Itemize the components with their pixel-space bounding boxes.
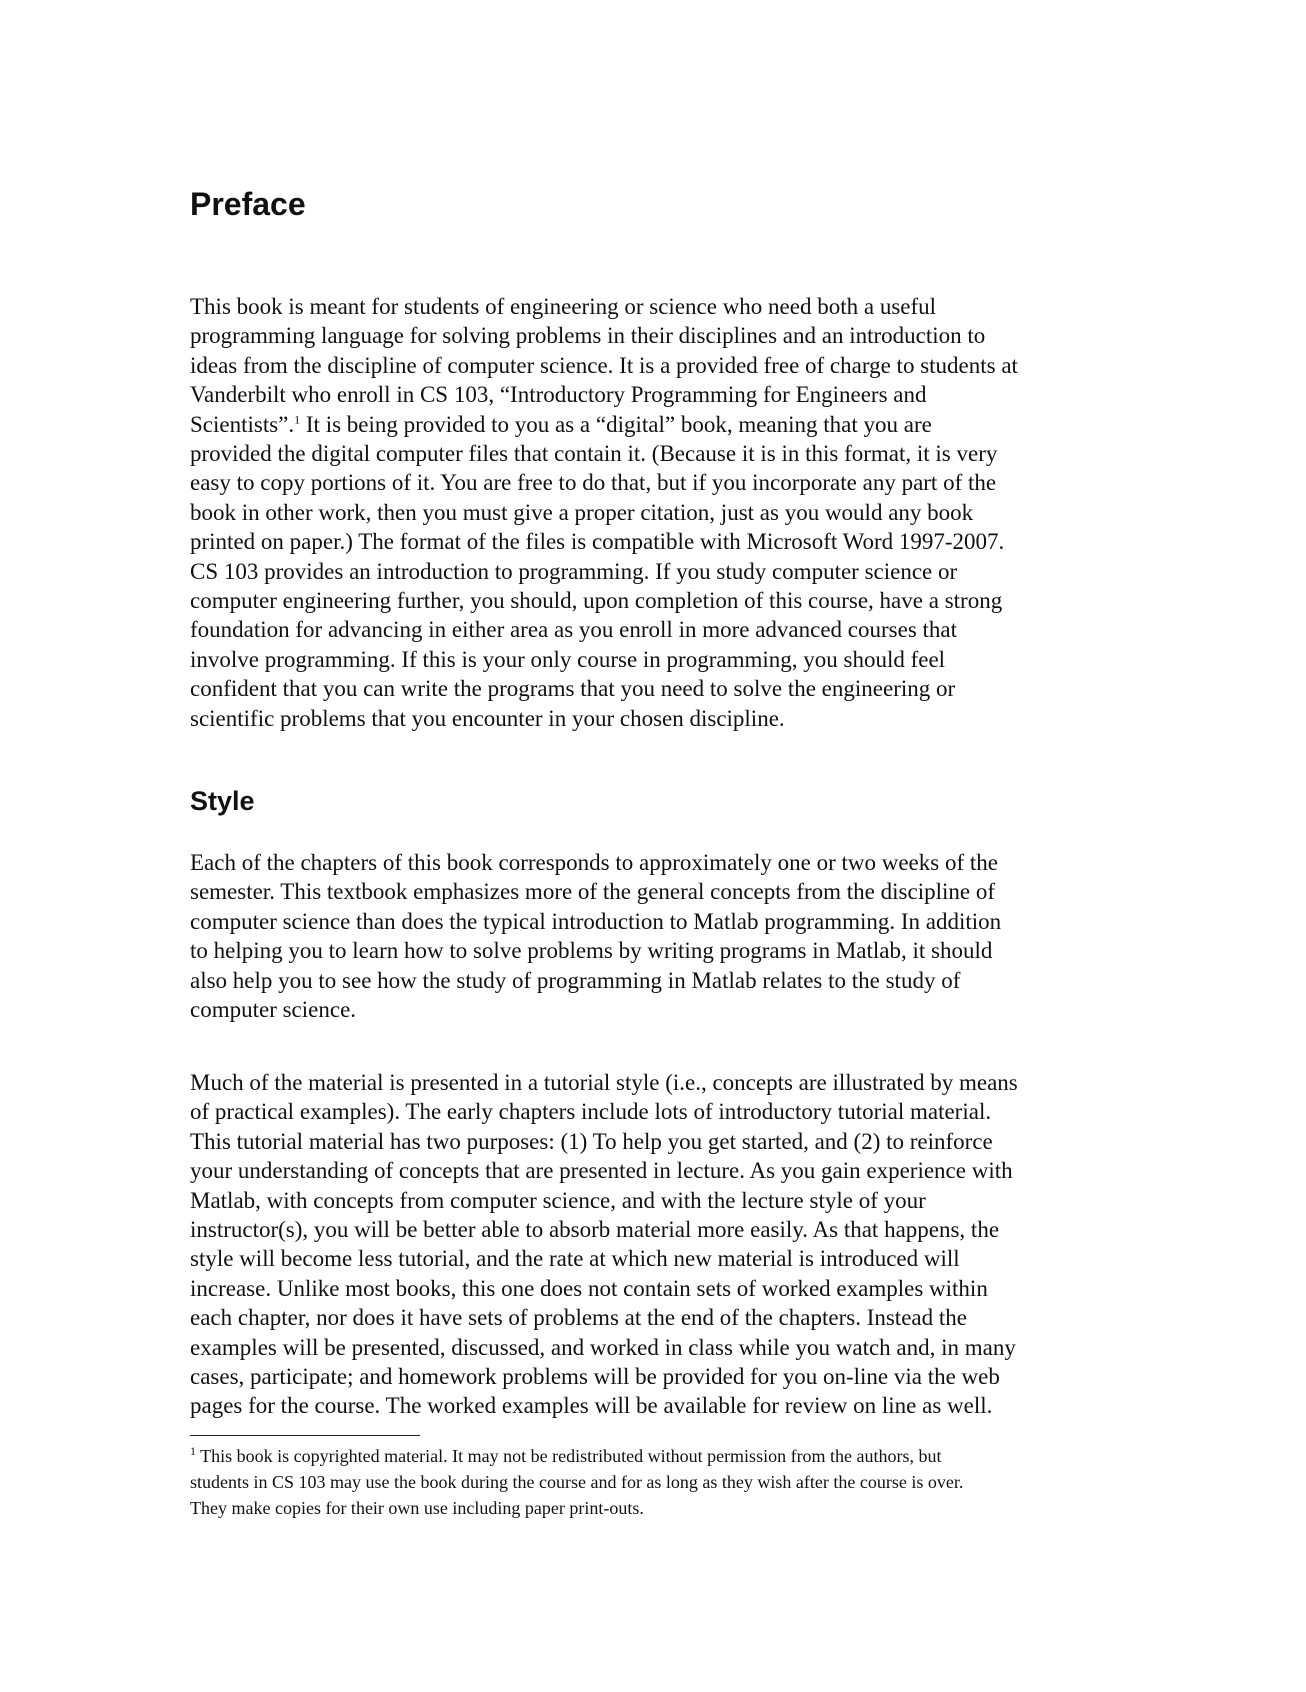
text-fragment: It is being provided to you as a “digital” book, meaning that you are <box>300 411 932 437</box>
text-line: Much of the material is presented in a tutorial style (i.e., concepts are illustrated by means <box>190 1070 1018 1095</box>
text-line: This book is meant for students of engineering or science who need both a useful <box>190 294 937 319</box>
text-line: of practical examples). The early chapters include lots of introductory tutorial material. <box>190 1099 992 1125</box>
text-line <box>190 410 1018 439</box>
style-heading: Style <box>190 786 255 816</box>
footnote-reference[interactable]: 1 <box>294 411 301 426</box>
text-line: This tutorial material has two purposes: (1) To help you get started, and (2) to reinforce <box>190 1128 993 1154</box>
text-line: ideas from the discipline of computer science. It is a provided free of charge to students at <box>190 352 1018 378</box>
footnote-separator <box>190 1435 420 1436</box>
preface-paragraph <box>190 292 1018 733</box>
text-line: also help you to see how the study of programming in Matlab relates to the study of <box>190 967 961 993</box>
text-fragment: Scientists”. <box>190 411 295 437</box>
text-line: each chapter, nor does it have sets of problems at the end of the chapters. Instead the <box>190 1305 967 1331</box>
text-line: examples will be presented, discussed, and worked in class while you watch and, in many <box>190 1334 1016 1360</box>
text-line: cases, participate; and homework problems will be provided for you on-line via the web <box>190 1364 1000 1390</box>
text-line: scientific problems that you encounter in your chosen discipline. <box>190 705 785 731</box>
text-line: computer engineering further, you should, upon completion of this course, have a strong <box>190 588 1003 614</box>
text-line: printed on paper.) The format of the files is compatible with Microsoft Word 1997-2007. <box>190 529 1005 555</box>
text-line: to helping you to learn how to solve problems by writing programs in Matlab, it should <box>190 938 993 964</box>
preface-heading: Preface <box>190 186 306 222</box>
text-line: easy to copy portions of it. You are free to do that, but if you incorporate any part of the <box>190 470 997 496</box>
text-fragment: This book is copyrighted material. It may not be redistributed without permission from the authors, but <box>196 1446 942 1466</box>
style-paragraph-2 <box>190 1068 1018 1421</box>
text-line: foundation for advancing in either area as you enroll in more advanced courses that <box>190 617 958 643</box>
text-line: semester. This textbook emphasizes more of the general concepts from the discipline of <box>190 879 995 905</box>
text-line: CS 103 provides an introduction to programming. If you study computer science or <box>190 558 958 584</box>
text-line: programming language for solving problems in their disciplines and an introduction to <box>190 323 986 349</box>
footnote-line <box>190 1443 963 1469</box>
footnote-line: They make copies for their own use including paper print-outs. <box>190 1498 644 1518</box>
text-line: style will become less tutorial, and the rate at which new material is introduced will <box>190 1246 960 1272</box>
text-line: instructor(s), you will be better able to absorb material more easily. As that happens, the <box>190 1217 1000 1243</box>
text-line: Vanderbilt who enroll in CS 103, “Introductory Programming for Engineers and <box>190 382 927 408</box>
text-line: involve programming. If this is your only course in programming, you should feel <box>190 646 946 672</box>
text-line: provided the digital computer files that contain it. (Because it is in this format, it is very <box>190 441 998 467</box>
text-line: increase. Unlike most books, this one does not contain sets of worked examples within <box>190 1275 988 1301</box>
footnote-number: 1 <box>190 1444 196 1458</box>
text-line: Each of the chapters of this book corresponds to approximately one or two weeks of the <box>190 850 998 875</box>
text-line: pages for the course. The worked examples will be available for review on line as well. <box>190 1393 993 1419</box>
footnote <box>190 1443 963 1521</box>
text-line: Matlab, with concepts from computer science, and with the lecture style of your <box>190 1187 926 1213</box>
text-line: book in other work, then you must give a proper citation, just as you would any book <box>190 499 974 525</box>
text-line: computer science than does the typical introduction to Matlab programming. In addition <box>190 908 1002 934</box>
text-line: your understanding of concepts that are presented in lecture. As you gain experience with <box>190 1158 1013 1184</box>
style-paragraph-1 <box>190 848 1001 1024</box>
text-line: computer science. <box>190 997 357 1023</box>
footnote-line: students in CS 103 may use the book during the course and for as long as they wish after the course is over. <box>190 1472 964 1492</box>
text-line: confident that you can write the programs that you need to solve the engineering or <box>190 676 956 702</box>
